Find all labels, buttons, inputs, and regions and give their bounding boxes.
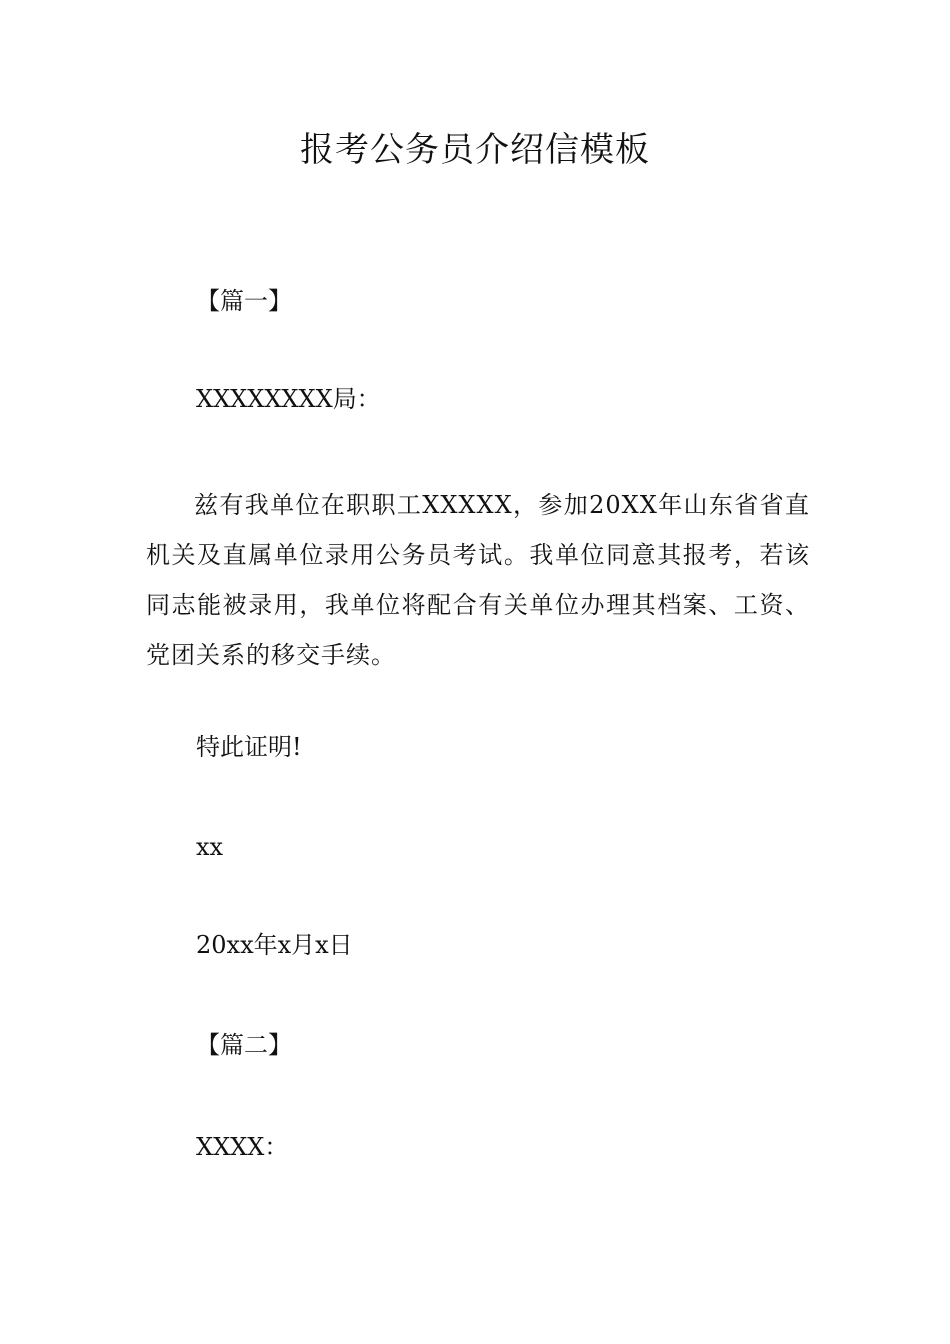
section-one-signature: xx [196,833,224,861]
section-two-heading: 【篇二】 [196,1031,292,1059]
section-one-addressee: XXXXXXXX局： [196,385,381,413]
section-one-closing: 特此证明! [196,733,302,761]
section-two-addressee: XXXX： [196,1133,289,1161]
section-one-body: 兹有我单位在职职工XXXXX，参加20XX年山东省省直机关及直属单位录用公务员考试。我单位同意其报考，若该同志能被录用，我单位将配合有关单位办理其档案、工资、党团关系的移交手续。 [146,491,810,669]
section-one-date: 20xx年x月x日 [196,931,353,959]
document-title: 报考公务员介绍信模板 [300,130,650,170]
section-one-heading: 【篇一】 [196,287,292,315]
